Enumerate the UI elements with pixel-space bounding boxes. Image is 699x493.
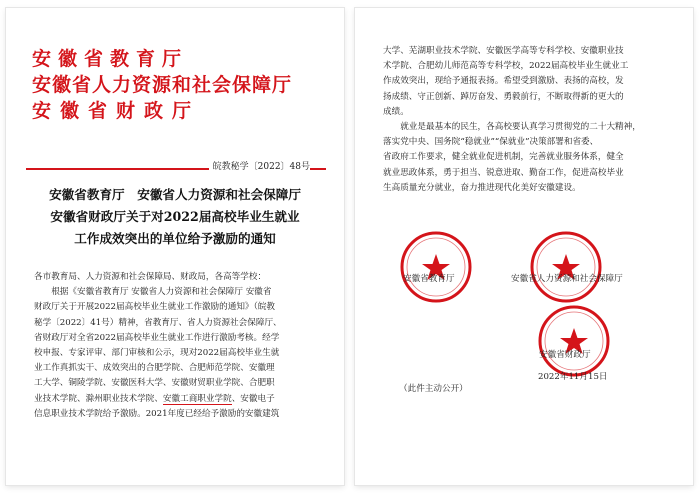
body-line: 财政厅关于开展2022届高校毕业生就业工作激励的通知》（皖教 xyxy=(34,302,276,313)
body-line: 信息职业技术学院给予激励。2021年度已经给予激励的安徽建筑 xyxy=(34,408,280,419)
body-line: 就业思政体系，勇于担当、锐意进取、勤奋工作，促进高校毕业 xyxy=(383,167,624,178)
addressee: 各市教育局、人力资源和社会保障局、财政局，各高等学校： xyxy=(34,272,267,282)
body-line: 校申报、专家评审、部门审核和公示，现对2022届高校毕业生就 xyxy=(34,348,280,359)
title-line: 工作成效突出的单位给予激励的通知 xyxy=(74,231,276,246)
body-line: 作成效突出，现给予通报表扬。希望受到激励、表扬的高校，发 xyxy=(383,76,624,87)
document-page-left xyxy=(6,8,344,485)
disclosure-note: （此件主动公开） xyxy=(399,384,468,394)
body-line: 落实党中央、国务院“稳就业”“保就业”决策部署和省委、 xyxy=(383,137,599,148)
body-line: 秘学〔2022〕41号）精神，省教育厅、省人力资源社会保障厅、 xyxy=(34,317,282,328)
header-line: 安徽省教育厅 xyxy=(32,48,189,70)
body-line: 省政府工作要求，健全就业促进机制，完善就业服务体系，健全 xyxy=(383,152,624,163)
document-title xyxy=(16,184,334,250)
body-line xyxy=(34,392,328,407)
highlighted-school-name: 安徽工商职业学院 xyxy=(162,393,232,404)
body-line: 工大学、铜陵学院、安徽医科大学、安徽财贸职业学院、合肥职 xyxy=(34,378,275,389)
body-line: 根据《安徽省教育厅 安徽省人力资源和社会保障厅 安徽省 xyxy=(34,287,272,298)
body-line: 术学院、合肥幼儿师范高等专科学校，2022届高校毕业生就业工 xyxy=(383,61,629,72)
header-line: 安徽省人力资源和社会保障厅 xyxy=(32,74,293,96)
official-seal-icon xyxy=(537,304,611,378)
document-number: 皖教秘学〔2022〕48号 xyxy=(209,159,310,172)
body-line: 成绩。 xyxy=(383,106,409,117)
body-line: 大学、芜湖职业技术学院、安徽医学高等专科学校、安徽职业技 xyxy=(383,46,624,56)
body-text xyxy=(383,44,679,196)
title-line: 安徽省教育厅 安徽省人力资源和社会保障厅 xyxy=(49,187,301,202)
body-line: 扬成绩、守正创新、踔厉奋发、勇毅前行，不断取得新的更大的 xyxy=(383,91,624,102)
body-segment: 业技术学院、滁州职业技术学院、 xyxy=(34,393,163,404)
issue-date: 2022年11月15日 xyxy=(538,372,608,382)
body-line: 省财政厅对全省2022届高校毕业生就业工作进行激励考核。经学 xyxy=(34,332,280,343)
body-line: 生高质量充分就业，奋力推进现代化美好安徽建设。 xyxy=(383,182,581,193)
signatory: 安徽省财政厅 xyxy=(539,350,591,360)
body-segment: 、安徽电子 xyxy=(231,393,275,404)
body-line: 就业是最基本的民生，各高校要认真学习贯彻党的二十大精神， xyxy=(383,122,641,133)
issuer-header xyxy=(32,46,292,124)
signatory: 安徽省人力资源和社会保障厅 xyxy=(511,274,623,284)
document-page-right xyxy=(355,8,693,485)
body-line: 业工作真抓实干、成效突出的合肥学院、合肥师范学院、安徽理 xyxy=(34,363,275,374)
body-text xyxy=(34,270,328,422)
official-seal-icon xyxy=(529,230,603,304)
official-seal-icon xyxy=(399,230,473,304)
title-line: 安徽省财政厅关于对2022届高校毕业生就业 xyxy=(50,209,300,224)
signatory: 安徽省教育厅 xyxy=(403,274,455,284)
header-line: 安徽省财政厅 xyxy=(32,100,201,122)
